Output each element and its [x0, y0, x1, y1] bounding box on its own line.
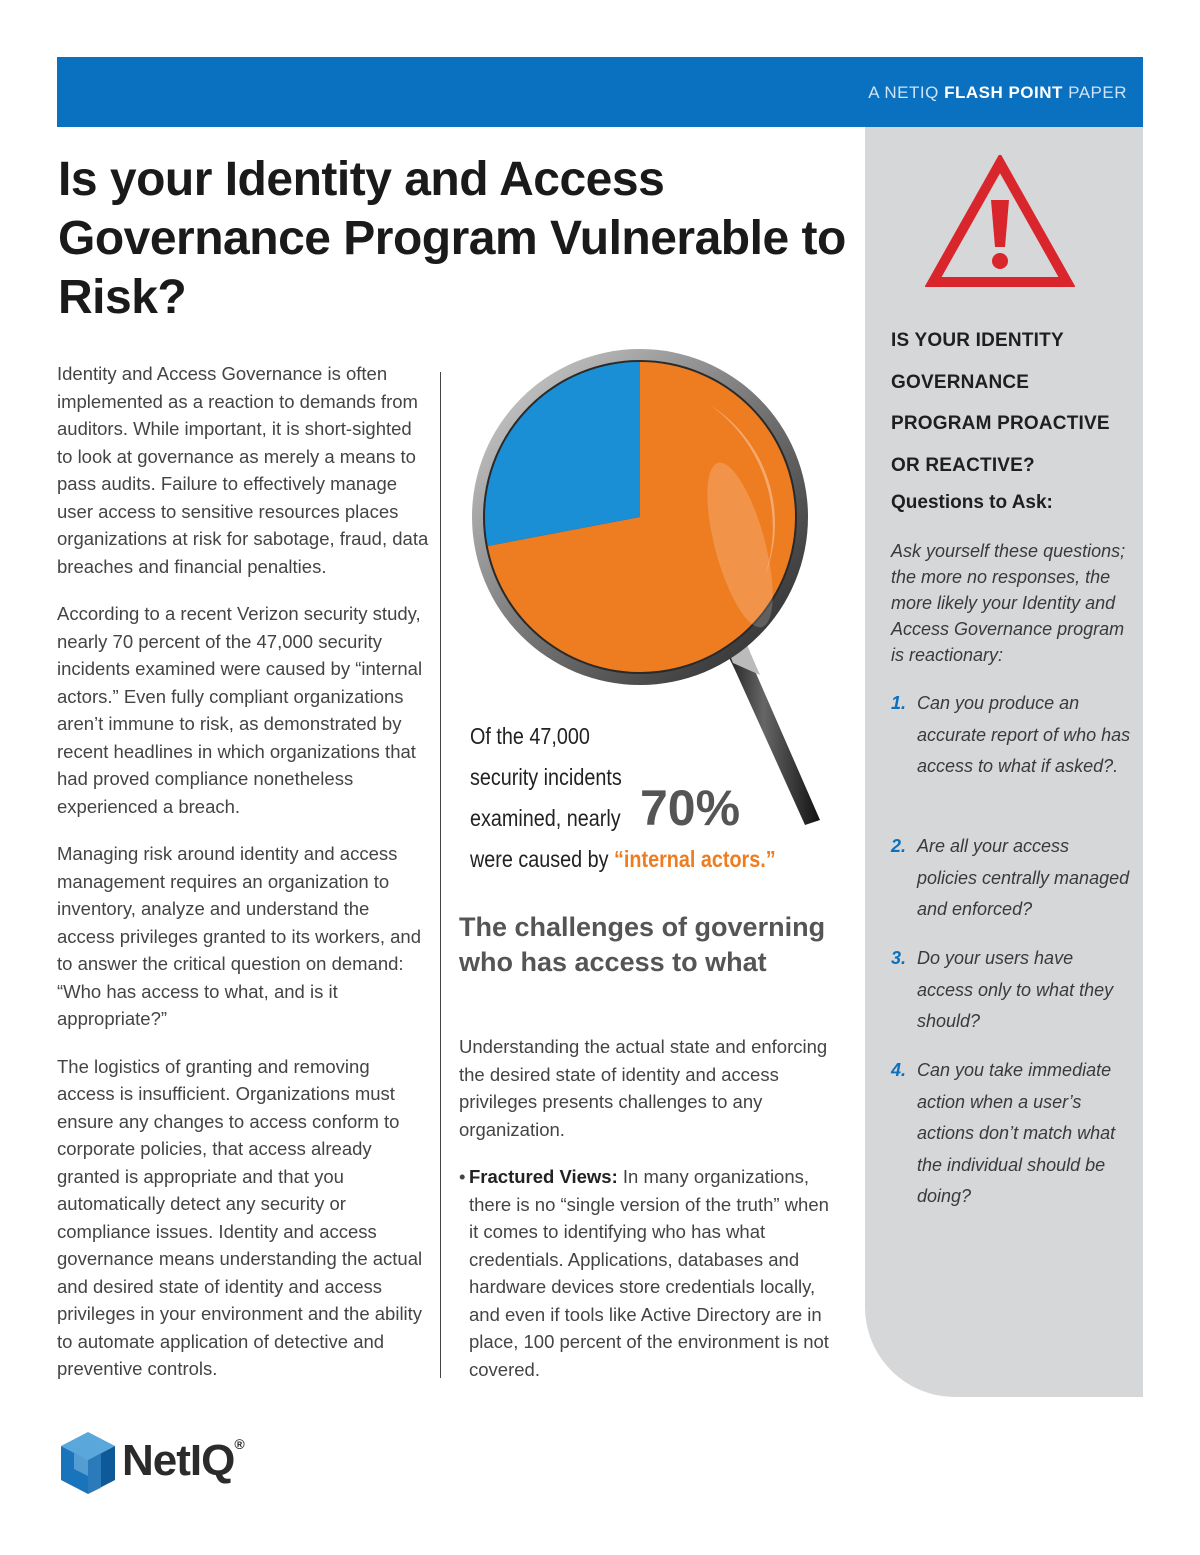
question-number: 1. — [891, 693, 907, 713]
callout-line: examined, nearly — [470, 805, 621, 831]
question-number: 3. — [891, 948, 907, 968]
bullet-text: In many organizations, there is no “single version of the truth” when it comes to identifying who has what credentials. Applications, databases and hardware devices store credentials locally, and even if tools like Active Directory are in place, 100 percent of the environment is not covered. — [469, 1166, 829, 1380]
banner-suffix: PAPER — [1062, 83, 1127, 102]
callout-highlight: “internal actors.” — [614, 846, 776, 872]
callout-line: Of the 47,000 — [470, 723, 590, 749]
bullet-symbol: • — [459, 1166, 466, 1187]
sidebar-intro: Ask yourself these questions; the more no responses, the more likely your Identity and Access Governance program is reactionary: — [891, 541, 1126, 665]
question-item — [891, 1055, 1131, 1213]
question-number: 2. — [891, 836, 907, 856]
logo-registered-mark: ® — [234, 1436, 244, 1452]
body-paragraph: Identity and Access Governance is often implemented as a reaction to demands from auditors. While important, it is short-sighted to look at governance as merely a means to pass audits. Failure to effectively manage user access to sensitive resources places organizations at risk for sabotage, fraud, data breaches and financial penalties. — [57, 363, 429, 577]
banner-emphasis: FLASH POINT — [944, 83, 1063, 102]
logo-text: NetIQ — [122, 1436, 235, 1485]
left-column — [57, 360, 432, 1403]
question-text: Can you take immediate action when a user’s actions don’t match what the individual should be doing? — [917, 1060, 1116, 1206]
question-text: Are all your access policies centrally managed and enforced? — [917, 836, 1130, 919]
header-banner — [57, 57, 1143, 127]
column-divider — [440, 372, 441, 1378]
question-item — [891, 688, 1131, 783]
warning-icon — [925, 155, 1075, 290]
sidebar-subheading: Questions to Ask: — [891, 492, 1053, 513]
body-paragraph: Managing risk around identity and access management requires an organization to inventory, analyze and understand the access privileges granted to its workers, and to answer the critical question on demand: “Who has access to what, and is it appropriate?” — [57, 843, 422, 1029]
pie-slice-other — [485, 362, 640, 546]
question-text: Can you produce an accurate report of who has access to what if asked?. — [917, 693, 1131, 776]
logo-wordmark — [122, 1436, 244, 1486]
bullet-item — [459, 1163, 829, 1383]
section-heading: The challenges of governing who has access to what — [459, 912, 826, 977]
sidebar-heading: IS YOUR IDENTITY GOVERNANCE PROGRAM PROACTIVE OR REACTIVE? — [891, 330, 1110, 476]
body-paragraph: Understanding the actual state and enforcing the desired state of identity and access privileges presents challenges to any organization. — [459, 1036, 828, 1140]
middle-column — [459, 1033, 829, 1383]
callout-line — [470, 839, 797, 880]
banner-prefix: A NETIQ — [868, 83, 945, 102]
question-number: 4. — [891, 1060, 907, 1080]
page-title: Is your Identity and Access Governance Program Vulnerable to Risk? — [58, 153, 846, 324]
body-paragraph: According to a recent Verizon security study, nearly 70 percent of the 47,000 security incidents examined were caused by “internal actors.” Even fully compliant organizations aren’t immune to risk, as demonstrated by recent headlines in which organizations that had proved compliance nonetheless experienced a breach. — [57, 603, 423, 817]
body-paragraph: The logistics of granting and removing access is insufficient. Organizations must ensure any changes to access conform to corporate policies, that access already granted is appropriate and that you automatically detect any security or compliance issues. Identity and access governance means understanding the actual and desired state of identity and access privileges in your environment and the ability to automate application of detective and preventive controls. — [57, 1055, 423, 1379]
question-item — [891, 831, 1131, 926]
statistic-percent: 70% — [640, 780, 741, 836]
netiq-logo — [57, 1430, 287, 1500]
bullet-lead: Fractured Views: — [469, 1166, 618, 1187]
callout-prefix: were caused by — [470, 846, 615, 872]
question-text: Do your users have access only to what they should? — [917, 948, 1114, 1031]
paper-type-label — [868, 83, 1127, 103]
logo-cube-icon — [57, 1430, 119, 1498]
callout-line: security incidents — [470, 764, 622, 790]
question-item — [891, 943, 1131, 1038]
